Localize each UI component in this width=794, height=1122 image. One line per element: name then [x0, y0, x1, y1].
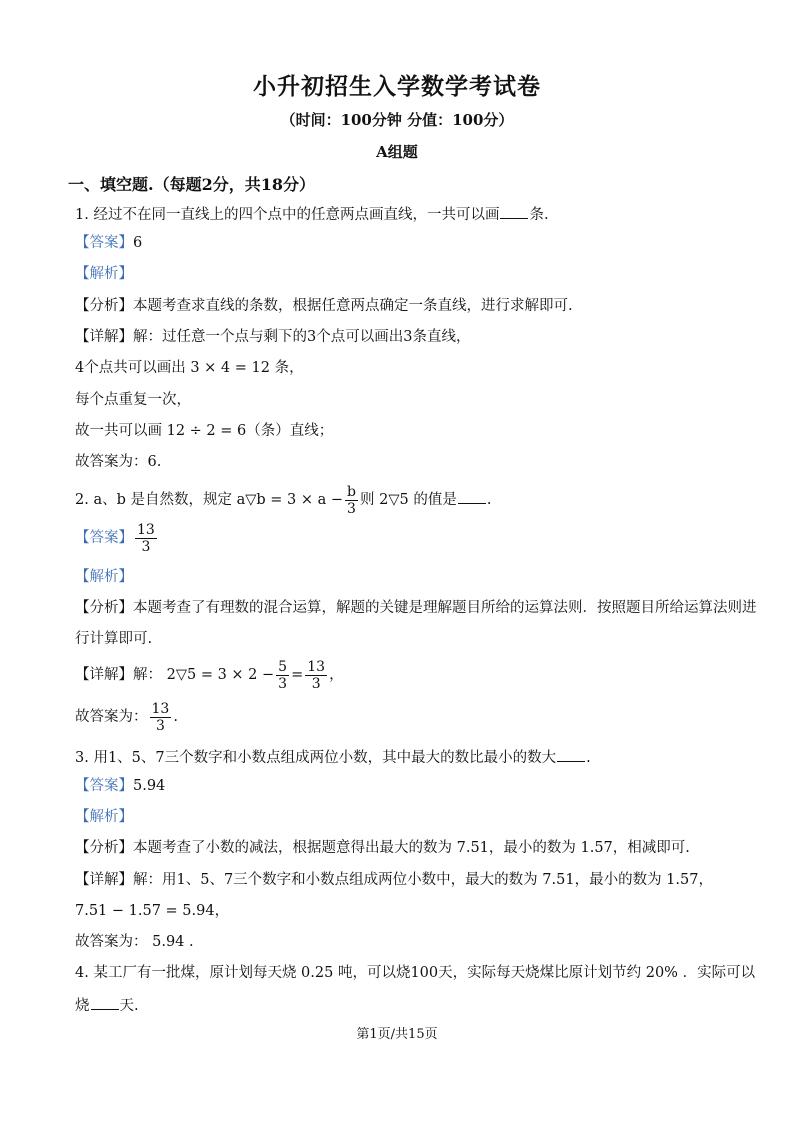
q2-detail-f1-num: 5: [278, 658, 288, 675]
q2-stem-text: 2. a、b 是自然数，规定 a▽b = 3 × a −: [75, 492, 344, 508]
q2-answer-den: 3: [141, 538, 151, 555]
q3-detail-2: 7.51 − 1.57 = 5.94，: [75, 903, 230, 919]
q2-stem-mid: 则 2▽5 的值是: [360, 492, 457, 508]
q2-stem: [75, 483, 491, 517]
page-number: 第1页/共15页: [356, 1027, 438, 1042]
q3-fenxi: [75, 838, 690, 858]
q1-stem-end: 条.: [529, 207, 549, 223]
q2-stem-end: .: [486, 492, 492, 508]
group-heading: A组题: [376, 143, 418, 161]
q4-stem-2-text: 烧: [75, 998, 90, 1014]
q1-stem: [75, 203, 549, 225]
q3-answer: [75, 776, 165, 796]
analysis-label: 【解析】: [75, 809, 133, 825]
answer-blank: [91, 994, 119, 1010]
q2-fraction-num: b: [347, 483, 356, 500]
q3-analysis-label: [75, 807, 133, 827]
q1-analysis-label: [75, 264, 133, 284]
q4-stem-2: [75, 994, 139, 1016]
q2-answer-fraction: [135, 522, 157, 555]
q2-detail-text: 解： 2▽5 = 3 × 2 −: [133, 667, 275, 683]
answer-blank: [500, 203, 528, 219]
q1-detail-2: 4个点共可以画出 3 × 4 = 12 条，: [75, 360, 304, 376]
q2-detail-fraction-1: [276, 659, 289, 692]
q2-analysis-label: [75, 567, 133, 587]
q3-stem: [75, 746, 591, 768]
q1-detail-1: 解：过任意一个点与剩下的3个点可以画出3条直线，: [133, 329, 471, 345]
q3-stem-end: .: [586, 750, 591, 766]
q4-stem-2-end: 天.: [119, 998, 139, 1014]
q1-answer: [75, 233, 142, 253]
answer-blank: [458, 488, 486, 504]
q2-fraction: [345, 484, 358, 517]
q2-detail-fraction-2: [305, 659, 327, 692]
analysis-label: 【解析】: [75, 266, 133, 282]
xiangjie-label: 【详解】: [75, 667, 133, 683]
q2-final-num: 13: [151, 700, 170, 717]
analysis-label: 【解析】: [75, 569, 133, 585]
q2-detail-eq: =: [291, 667, 304, 683]
q1-stem-text: 1. 经过不在同一直线上的四个点中的任意两点画直线，一共可以画: [75, 207, 500, 223]
xiangjie-label: 【详解】: [75, 329, 133, 345]
q3-answer-value: 5.94: [133, 778, 166, 794]
q2-final-text: 故答案为：: [75, 709, 148, 725]
q2-answer: [75, 521, 159, 555]
q1-detail: [75, 327, 470, 347]
q3-stem-text: 3. 用1、5、7三个数字和小数点组成两位小数，其中最大的数比最小的数大: [75, 750, 557, 766]
q2-fenxi-text-1: 本题考查了有理数的混合运算，解题的关键是理解题目所给的运算法则．按照题目所给运算法则进: [133, 600, 757, 616]
q2-final-end: .: [173, 709, 178, 725]
exam-info: （时间：100分钟 分值：100分）: [280, 111, 514, 129]
answer-label: 【答案】: [75, 778, 133, 794]
q2-final-den: 3: [155, 717, 165, 734]
q4-stem-1: 4. 某工厂有一批煤，原计划每天烧 0.25 吨，可以烧100天，实际每天烧煤比原计划节约 20% ．实际可以: [75, 965, 756, 981]
page-title: 小升初招生入学数学考试卷: [253, 73, 541, 100]
q2-detail: [75, 656, 344, 694]
answer-label: 【答案】: [75, 530, 133, 546]
q3-detail-1: 解：用1、5、7三个数字和小数点组成两位小数中，最大的数为 7.51，最小的数为 1.57，: [133, 872, 713, 888]
q2-detail-f2-num: 13: [307, 658, 326, 675]
fenxi-label: 【分析】: [75, 600, 133, 616]
section-heading: 一、填空题.（每题2分，共18分）: [68, 175, 315, 194]
q2-fraction-den: 3: [347, 500, 356, 517]
q2-fenxi: [75, 598, 757, 618]
q1-fenxi-text: 本题考查求直线的条数，根据任意两点确定一条直线，进行求解即可.: [133, 298, 573, 314]
answer-label: 【答案】: [75, 235, 133, 251]
q2-final-fraction: [150, 701, 172, 734]
q1-answer-value: 6: [133, 235, 143, 251]
answer-blank: [557, 746, 585, 762]
q1-detail-4: 故一共可以画 12 ÷ 2 = 6（条）直线；: [75, 423, 334, 439]
q2-answer-num: 13: [137, 521, 155, 538]
xiangjie-label: 【详解】: [75, 872, 133, 888]
q3-detail-3: 故答案为： 5.94 .: [75, 934, 194, 950]
q2-final: [75, 698, 178, 736]
q1-detail-5: 故答案为：6.: [75, 454, 162, 470]
q2-fenxi-text-2: 行计算即可.: [75, 631, 153, 647]
q3-detail: [75, 870, 713, 890]
fenxi-label: 【分析】: [75, 298, 133, 314]
q3-fenxi-text: 本题考查了小数的减法，根据题意得出最大的数为 7.51，最小的数为 1.57，相减即可.: [133, 840, 690, 856]
q1-fenxi: [75, 296, 573, 316]
q2-detail-f1-den: 3: [278, 675, 288, 692]
q2-detail-f2-den: 3: [311, 675, 321, 692]
fenxi-label: 【分析】: [75, 840, 133, 856]
q2-detail-end: ，: [329, 667, 344, 683]
q1-detail-3: 每个点重复一次，: [75, 392, 191, 408]
